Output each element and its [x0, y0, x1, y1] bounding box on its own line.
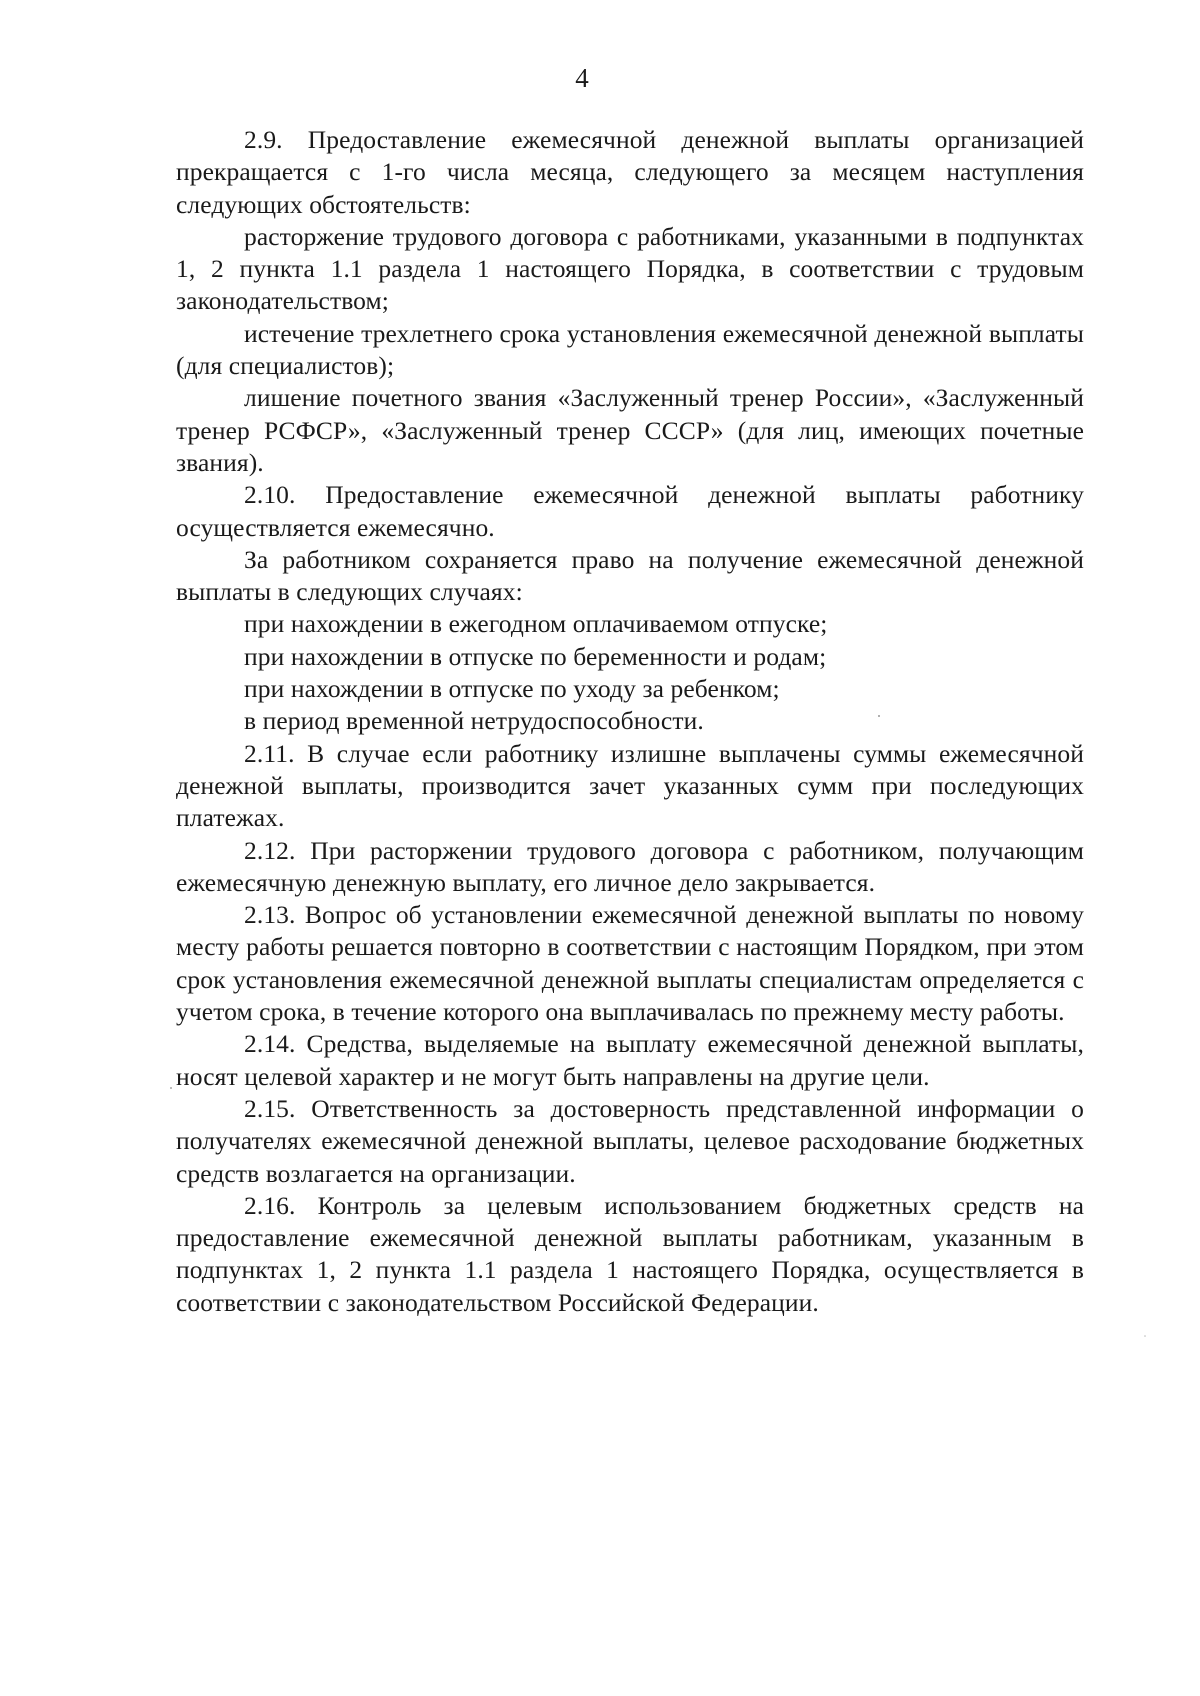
paragraph-2-15: 2.15. Ответственность за достоверность представленной информации о получателях ежемесячной денежной выплаты, целевое расходование бюджетных средств возлагается на организации. [176, 1093, 1084, 1188]
paragraph-honorary-title: лишение почетного звания «Заслуженный тренер России», «Заслуженный тренер РСФСР», «Заслуженный тренер СССР» (для лиц, имеющих почетные звания). [176, 383, 1084, 477]
list-item-disability: в период временной нетрудоспособности. [244, 706, 704, 736]
document-body [176, 124, 1084, 1319]
paragraph-2-14: 2.14. Средства, выделяемые на выплату ежемесячной денежной выплаты, носят целевой характер и не могут быть направлены на другие цели. [176, 1029, 1084, 1091]
paragraph-right-retained: За работником сохраняется право на получение ежемесячной денежной выплаты в следующих случаях: [176, 544, 1084, 607]
paragraph-2-9: 2.9. Предоставление ежемесячной денежной выплаты организацией прекращается с 1-го числа месяца, следующего за месяцем наступления следующих обстоятельств: [176, 125, 1084, 219]
paragraph-termination-contract: расторжение трудового договора с работниками, указанными в подпунктах 1, 2 пункта 1.1 раздела 1 настоящего Порядка, в соответствии с трудовым законодательством; [176, 221, 1084, 316]
list-item-maternity-leave: при нахождении в отпуске по беременности и родам; [244, 641, 827, 671]
paragraph-2-11: 2.11. В случае если работнику излишне выплачены суммы ежемесячной денежной выплаты, производится зачет указанных сумм при последующих платежах. [176, 738, 1084, 833]
list-item-childcare-leave: при нахождении в отпуске по уходу за ребенком; [244, 674, 780, 704]
paragraph-three-year-term: истечение трехлетнего срока установления ежемесячной денежной выплаты (для специалистов); [176, 318, 1084, 381]
page-number: 4 [575, 63, 589, 93]
paragraph-2-16: 2.16. Контроль за целевым использованием бюджетных средств на предоставление ежемесячной денежной выплаты работникам, указанным в подпунктах 1, 2 пункта 1.1 раздела 1 настоящего Порядка, осуществляется в соответствии с законодательством Российской Федерации. [176, 1190, 1084, 1317]
list-item-annual-leave: при нахождении в ежегодном оплачиваемом отпуске; [244, 609, 828, 639]
paragraph-2-12: 2.12. При расторжении трудового договора с работником, получающим ежемесячную денежную выплату, его личное дело закрывается. [176, 835, 1084, 897]
paragraph-2-10: 2.10. Предоставление ежемесячной денежной выплаты работнику осуществляется ежемесячно. [176, 480, 1084, 542]
paragraph-2-13: 2.13. Вопрос об установлении ежемесячной денежной выплаты по новому месту работы решается повторно в соответствии с настоящим Порядком, при этом срок установления ежемесячной денежной выплаты специалистам определяется с учетом срока, в течение которого она выплачивалась по прежнему месту работы. [176, 900, 1084, 1027]
